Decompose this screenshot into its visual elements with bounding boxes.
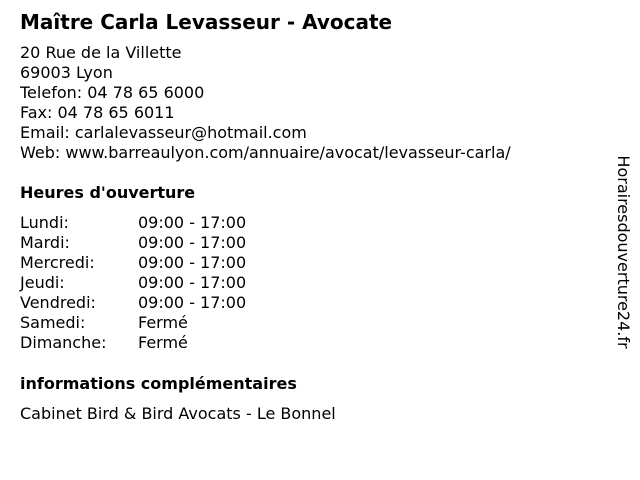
hours-value: Fermé	[138, 313, 188, 332]
day-label: Dimanche:	[20, 333, 107, 352]
hours-value: Fermé	[138, 333, 188, 352]
email-line: Email: carlalevasseur@hotmail.com	[20, 123, 307, 142]
contact-block	[20, 43, 511, 163]
day-label: Lundi:	[20, 213, 69, 232]
day-label: Mardi:	[20, 233, 70, 252]
day-label: Samedi:	[20, 313, 86, 332]
site-watermark: Horairesdouverture24.fr	[614, 155, 633, 349]
day-label: Mercredi:	[20, 253, 95, 272]
hours-value: 09:00 - 17:00	[138, 253, 247, 272]
fax-line: Fax: 04 78 65 6011	[20, 103, 175, 122]
address-city: 69003 Lyon	[20, 63, 113, 82]
hours-value: 09:00 - 17:00	[138, 273, 247, 292]
additional-info-heading: informations complémentaires	[20, 374, 297, 393]
hours-value: 09:00 - 17:00	[138, 293, 247, 312]
address-street: 20 Rue de la Villette	[20, 43, 182, 62]
day-label: Vendredi:	[20, 293, 96, 312]
page-title: Maître Carla Levasseur - Avocate	[20, 10, 393, 34]
web-line: Web: www.barreaulyon.com/annuaire/avocat/levasseur-carla/	[20, 143, 511, 162]
phone-line: Telefon: 04 78 65 6000	[20, 83, 205, 102]
hours-value: 09:00 - 17:00	[138, 213, 247, 232]
additional-info-text: Cabinet Bird & Bird Avocats - Le Bonnel	[20, 404, 336, 423]
hours-value: 09:00 - 17:00	[138, 233, 247, 252]
opening-hours-heading: Heures d'ouverture	[20, 183, 196, 202]
day-label: Jeudi:	[20, 273, 65, 292]
